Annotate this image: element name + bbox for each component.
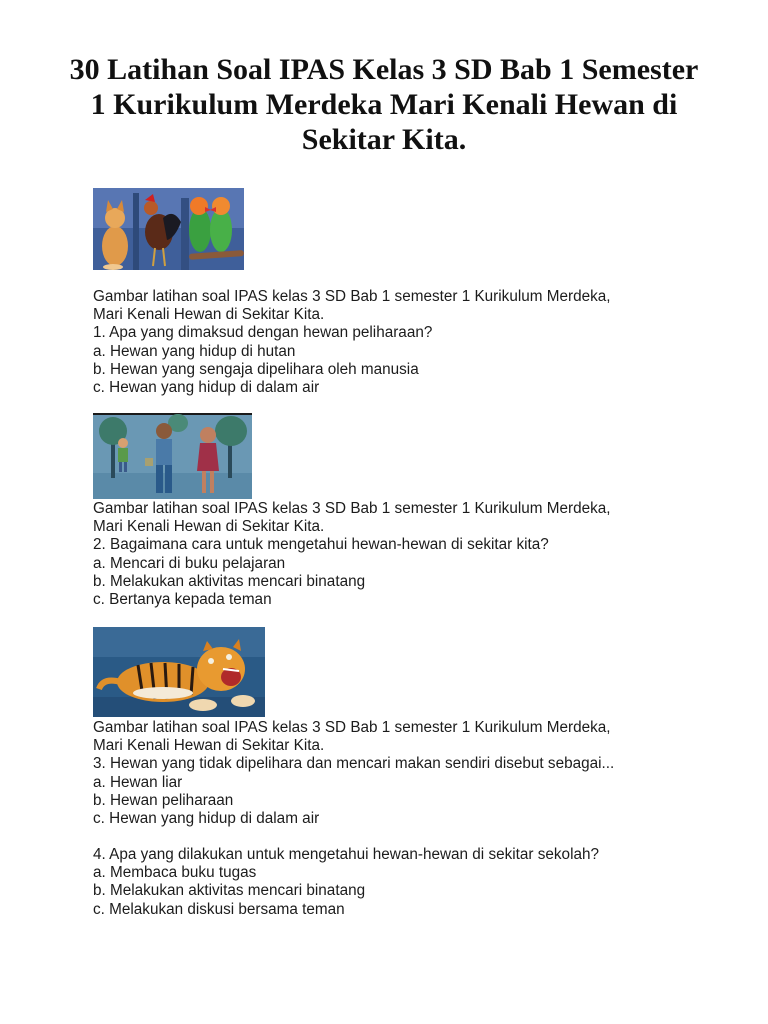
pets-image (93, 188, 244, 270)
image-caption: Mari Kenali Hewan di Sekitar Kita. (93, 306, 325, 324)
option-a: a. Membaca buku tugas (93, 864, 257, 882)
option-c: c. Hewan yang hidup di dalam air (93, 810, 320, 828)
image-caption: Gambar latihan soal IPAS kelas 3 SD Bab 1 semester 1 Kurikulum Merdeka, (93, 500, 611, 517)
option-a: a. Mencari di buku pelajaran (93, 554, 286, 572)
image-caption: Mari Kenali Hewan di Sekitar Kita. (93, 518, 325, 536)
question-text: 2. Bagaimana cara untuk mengetahui hewan-hewan di sekitar kita? (93, 536, 549, 554)
page-title: 30 Latihan Soal IPAS Kelas 3 SD Bab 1 Semester 1 Kurikulum Merdeka Mari Kenali Hewan di Sekitar Kita. (69, 53, 699, 156)
question-3 (93, 719, 693, 828)
tiger-image (93, 627, 265, 717)
option-a: a. Hewan yang hidup di hutan (93, 342, 296, 360)
option-b: b. Hewan peliharaan (93, 791, 234, 809)
question-4 (93, 846, 693, 919)
question-text: 3. Hewan yang tidak dipelihara dan mencari makan sendiri disebut sebagai... (93, 755, 615, 773)
image-caption: Gambar latihan soal IPAS kelas 3 SD Bab 1 semester 1 Kurikulum Merdeka, (93, 288, 611, 305)
image-caption: Mari Kenali Hewan di Sekitar Kita. (93, 737, 325, 755)
option-b: b. Hewan yang sengaja dipelihara oleh manusia (93, 360, 419, 378)
option-c: c. Bertanya kepada teman (93, 591, 272, 609)
children-forest-image (93, 413, 252, 499)
question-1 (93, 288, 693, 397)
question-text: 1. Apa yang dimaksud dengan hewan peliharaan? (93, 324, 433, 342)
question-text: 4. Apa yang dilakukan untuk mengetahui hewan-hewan di sekitar sekolah? (93, 846, 599, 863)
option-c: c. Melakukan diskusi bersama teman (93, 900, 345, 918)
option-a: a. Hewan liar (93, 773, 183, 791)
option-b: b. Melakukan aktivitas mencari binatang (93, 572, 366, 590)
option-c: c. Hewan yang hidup di dalam air (93, 379, 320, 397)
image-caption: Gambar latihan soal IPAS kelas 3 SD Bab 1 semester 1 Kurikulum Merdeka, (93, 719, 611, 736)
question-2 (93, 500, 693, 609)
option-b: b. Melakukan aktivitas mencari binatang (93, 882, 366, 900)
